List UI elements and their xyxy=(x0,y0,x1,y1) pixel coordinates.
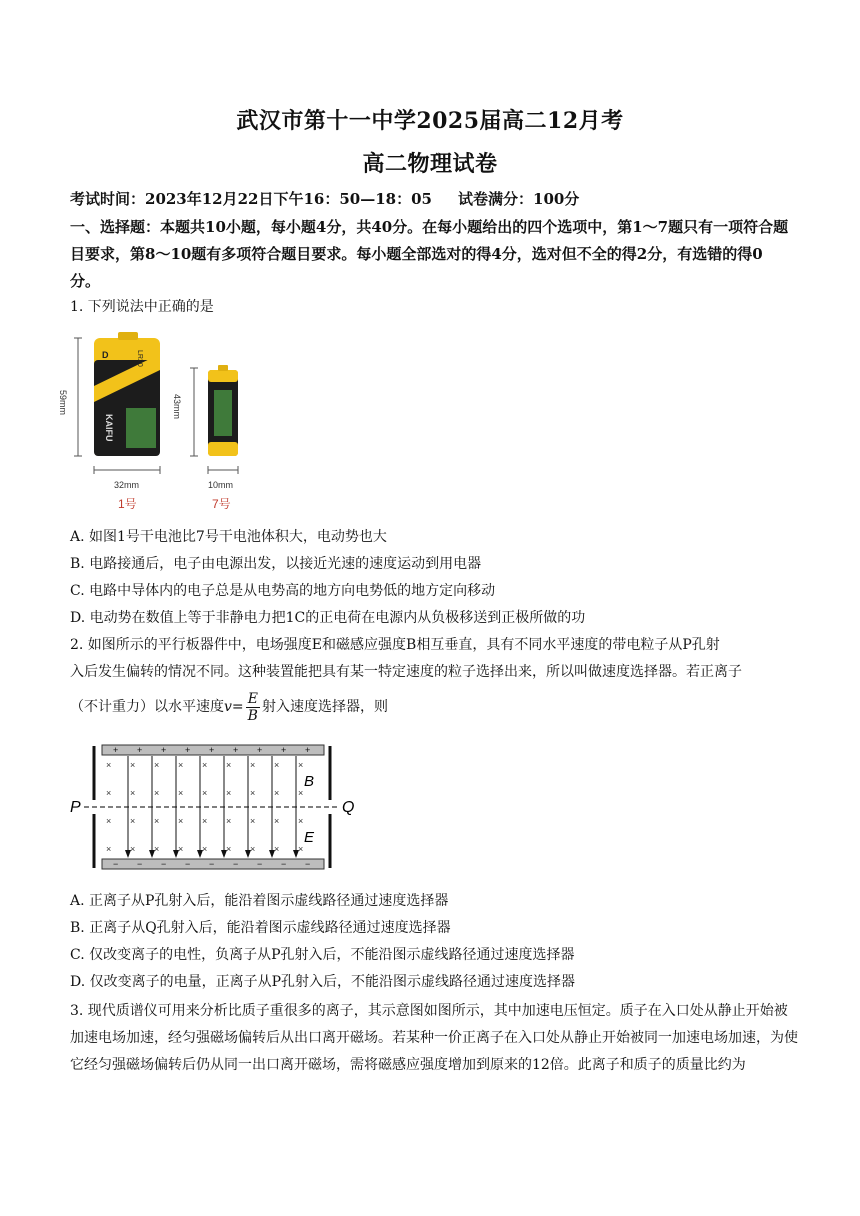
b-field-cross: × xyxy=(106,816,112,826)
b-field-cross: × xyxy=(274,844,280,854)
minus-charge: − xyxy=(137,859,143,869)
b-field-cross: × xyxy=(274,760,280,770)
battery1-model-text: LR20 xyxy=(136,350,143,367)
b-field-cross: × xyxy=(226,760,232,770)
plus-charge: + xyxy=(233,745,239,755)
label-q: Q xyxy=(342,799,355,816)
battery-figure xyxy=(58,330,256,516)
q2-fraction-denominator: B xyxy=(247,707,258,724)
minus-charge: − xyxy=(209,859,215,869)
b-field-cross: × xyxy=(154,788,160,798)
q2-velocity-var: v xyxy=(224,699,232,715)
battery-1 xyxy=(58,332,160,511)
b-field-cross: × xyxy=(226,816,232,826)
q1-option-a: A. 如图1号干电池比7号干电池体积大，电动势也大 xyxy=(70,529,387,545)
battery1-brand-text: KAIFU xyxy=(104,414,114,442)
battery1-cap-text: D xyxy=(102,350,109,360)
q2-option-c: C. 仅改变离子的电性，负离子从P孔射入后，不能沿图示虚线路径通过速度选择器 xyxy=(70,947,575,963)
b-field-cross: × xyxy=(178,816,184,826)
q2-fraction-numerator: E xyxy=(246,691,260,708)
b-field-cross: × xyxy=(130,816,136,826)
q2-option-d: D. 仅改变离子的电量，正离子从P孔射入后，不能沿图示虚线路径通过速度选择器 xyxy=(70,974,576,990)
b-field-cross: × xyxy=(250,844,256,854)
battery7-height-label: 43mm xyxy=(172,394,182,420)
b-field-cross: × xyxy=(106,788,112,798)
q2-option-a: A. 正离子从P孔射入后，能沿着图示虚线路径通过速度选择器 xyxy=(70,893,449,909)
battery-7 xyxy=(172,365,238,511)
plus-charge: + xyxy=(281,745,287,755)
battery7-width-label: 10mm xyxy=(208,480,234,490)
battery1-type-label: 1号 xyxy=(118,497,137,511)
label-b: B xyxy=(304,773,315,790)
b-field-cross: × xyxy=(202,760,208,770)
minus-charge: − xyxy=(233,859,239,869)
battery1-width-label: 32mm xyxy=(114,480,140,490)
label-e: E xyxy=(304,829,315,846)
minus-charge: − xyxy=(185,859,191,869)
plus-charge: + xyxy=(113,745,119,755)
q2-stem-line1: 2. 如图所示的平行板器件中，电场强度E和磁感应强度B相互垂直，具有不同水平速度的带电粒子从P孔射 xyxy=(70,637,720,653)
b-field-cross: × xyxy=(154,760,160,770)
q1-option-b: B. 电路接通后，电子由电源出发，以接近光速的速度运动到用电器 xyxy=(70,556,482,572)
q2-equals: = xyxy=(231,699,244,715)
exam-time: 考试时间：2023年12月22日下午16：50—18：05 xyxy=(70,190,432,208)
battery7-type-label: 7号 xyxy=(212,497,231,511)
q3-stem: 3. 现代质谱仪可用来分析比质子重很多的离子，其示意图如图所示，其中加速电压恒定。质子在入口处从静止开始被加速电场加速，经匀强磁场偏转后从出口离开磁场。若某种一价正离子在入口处从静止开始被同一加速电场加速，为使它经匀强磁场偏转后仍从同一出口离开磁场，需将磁感应强度增加到原来的12倍。此离子和质子的质量比约为 xyxy=(70,1003,798,1073)
b-field-cross: × xyxy=(178,760,184,770)
q1-option-c: C. 电路中导体内的电子总是从电势高的地方向电势低的地方定向移动 xyxy=(70,583,496,599)
q2-stem-line3 xyxy=(70,688,388,726)
plus-charge: + xyxy=(209,745,215,755)
q2-fraction xyxy=(246,691,260,724)
b-field-cross: × xyxy=(178,844,184,854)
section-instructions: 一、选择题：本题共10小题，每小题4分，共40分。在每小题给出的四个选项中，第1～7题只有一项符合题目要求，第8～10题有多项符合题目要求。每小题全部选对的得4分，选对但不全的得2分，有选错的得0分。 xyxy=(70,218,789,290)
minus-charge: − xyxy=(305,859,311,869)
b-field-cross: × xyxy=(130,788,136,798)
plus-charge: + xyxy=(161,745,167,755)
exam-info xyxy=(70,188,579,209)
minus-charge: − xyxy=(281,859,287,869)
q2-stem-pre: （不计重力）以水平速度 xyxy=(70,699,224,715)
b-field-cross: × xyxy=(298,788,304,798)
exam-subtitle: 高二物理试卷 xyxy=(362,151,498,177)
label-p: P xyxy=(70,799,81,816)
b-field-cross: × xyxy=(250,788,256,798)
minus-charge: − xyxy=(113,859,119,869)
q2-stem-post: 射入速度选择器，则 xyxy=(261,699,388,715)
exam-title: 武汉市第十一中学2025届高二12月考 xyxy=(236,108,624,134)
b-field-cross: × xyxy=(130,760,136,770)
q1-stem: 1. 下列说法中正确的是 xyxy=(70,299,214,315)
b-field-cross: × xyxy=(202,844,208,854)
battery1-height-label: 59mm xyxy=(58,390,68,416)
b-field-cross: × xyxy=(274,816,280,826)
b-field-cross: × xyxy=(130,844,136,854)
b-field-cross: × xyxy=(250,760,256,770)
b-field-cross: × xyxy=(298,760,304,770)
velocity-selector-figure xyxy=(66,738,366,878)
b-field-cross: × xyxy=(274,788,280,798)
b-field-cross: × xyxy=(178,788,184,798)
b-field-cross: × xyxy=(226,844,232,854)
b-field-cross: × xyxy=(154,816,160,826)
plus-charge: + xyxy=(257,745,263,755)
plus-charge: + xyxy=(185,745,191,755)
b-field-cross: × xyxy=(298,816,304,826)
q2-stem-line2: 入后发生偏转的情况不同。这种装置能把具有某一特定速度的粒子选择出来，所以叫做速度选择器。若正离子 xyxy=(70,664,742,680)
b-field-cross: × xyxy=(106,760,112,770)
plus-charge: + xyxy=(137,745,143,755)
full-score: 试卷满分：100分 xyxy=(458,190,580,208)
b-field-cross: × xyxy=(298,844,304,854)
minus-charge: − xyxy=(257,859,263,869)
plus-charge: + xyxy=(305,745,311,755)
q2-option-b: B. 正离子从Q孔射入后，能沿着图示虚线路径通过速度选择器 xyxy=(70,920,451,936)
q1-option-d: D. 电动势在数值上等于非静电力把1C的正电荷在电源内从负极移送到正极所做的功 xyxy=(70,610,586,626)
b-field-cross: × xyxy=(250,816,256,826)
b-field-cross: × xyxy=(106,844,112,854)
b-field-cross: × xyxy=(202,816,208,826)
b-field-cross: × xyxy=(226,788,232,798)
minus-charge: − xyxy=(161,859,167,869)
b-field-cross: × xyxy=(154,844,160,854)
b-field-cross: × xyxy=(202,788,208,798)
